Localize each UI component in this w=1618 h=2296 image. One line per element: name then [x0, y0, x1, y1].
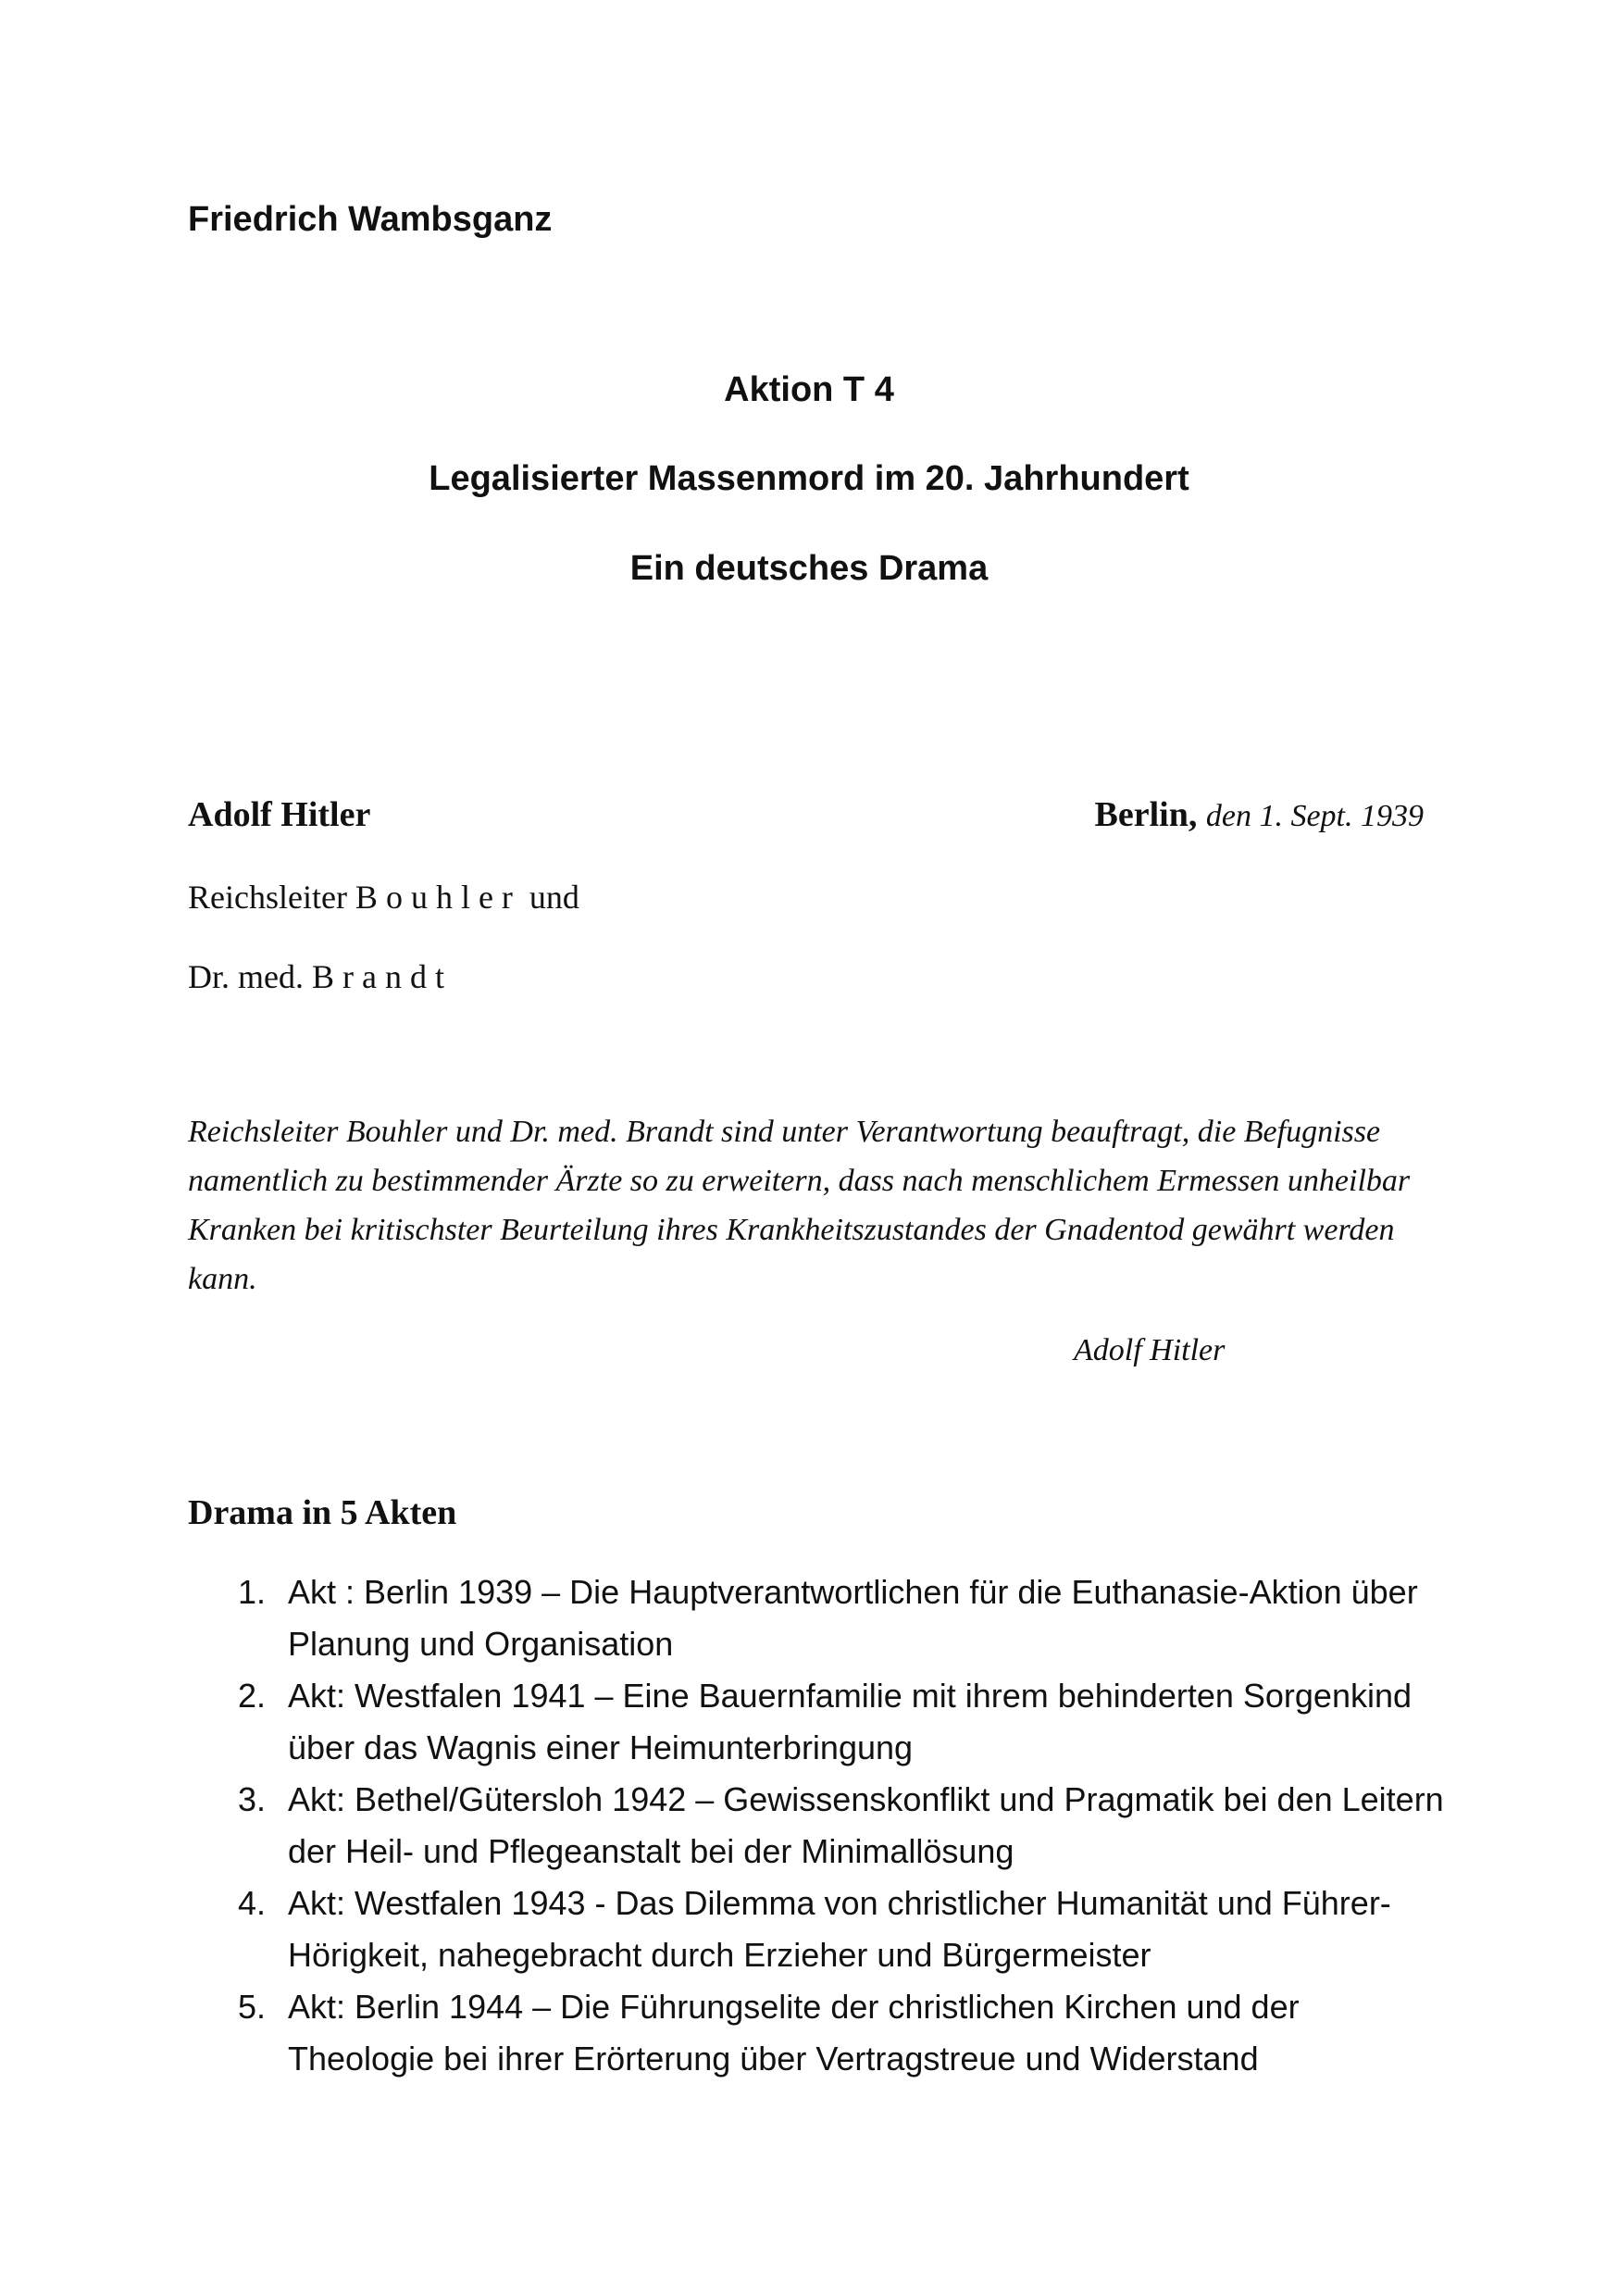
list-text: Akt: Berlin 1944 – Die Führungselite der christlichen Kirchen und der Theologie bei ihrer Erörterung über Vertragstreue und Widerstand	[288, 1988, 1300, 2078]
author-name: Friedrich Wambsganz	[188, 200, 553, 239]
letter-recipient-2: Dr. med. B r a n d t	[188, 958, 444, 995]
list-item	[188, 1981, 1447, 2085]
drama-heading: Drama in 5 Akten	[188, 1493, 457, 1532]
list-text: Akt: Westfalen 1941 – Eine Bauernfamilie mit ihrem behinderten Sorgenkind über das Wagnis einer Heimunterbringung	[288, 1677, 1413, 1766]
decree-text: Reichsleiter Bouhler und Dr. med. Brandt sind unter Verantwortung beauftragt, die Befugnisse namentlich zu bestimmender Ärzte so zu erweitern, dass nach menschlichem Ermessen unheilbar Kranken bei kritischster Beurteilung ihres Krankheitszustandes der Gnadentod gewährt werden kann.	[188, 1115, 1411, 1296]
title-line-2: Legalisierter Massenmord im 20. Jahrhundert	[429, 459, 1189, 498]
list-text: Akt: Bethel/Gütersloh 1942 – Gewissenskonflikt und Pragmatik bei den Leitern der Heil- und Pflegeanstalt bei der Minimallösung	[288, 1780, 1444, 1870]
signature: Adolf Hitler	[1074, 1333, 1226, 1367]
acts-list	[188, 1566, 1447, 2085]
letter-sender: Adolf Hitler	[188, 795, 371, 834]
list-text: Akt: Westfalen 1943 - Das Dilemma von christlicher Humanität und Führer-Hörigkeit, nahegebracht durch Erzieher und Bürgermeister	[288, 1884, 1391, 1974]
list-number: 4.	[238, 1884, 267, 1922]
list-number: 1.	[238, 1573, 267, 1611]
letter-date: den 1. Sept. 1939	[1205, 799, 1424, 833]
list-number: 3.	[238, 1780, 267, 1818]
letter-place-date	[1095, 794, 1424, 835]
list-item	[188, 1774, 1447, 1878]
title-line-3: Ein deutsches Drama	[629, 549, 989, 588]
list-number: 5.	[238, 1988, 267, 2026]
list-text: Akt : Berlin 1939 – Die Hauptverantwortlichen für die Euthanasie-Aktion über Planung und Organisation	[288, 1573, 1418, 1663]
list-number: 2.	[238, 1677, 267, 1715]
list-item	[188, 1566, 1447, 1670]
letter-recipient-1: Reichsleiter B o u h l e r und	[188, 879, 579, 916]
list-item	[188, 1878, 1447, 1981]
title-line-1: Aktion T 4	[724, 370, 894, 409]
list-item	[188, 1670, 1447, 1774]
letter-place: Berlin,	[1094, 795, 1198, 834]
